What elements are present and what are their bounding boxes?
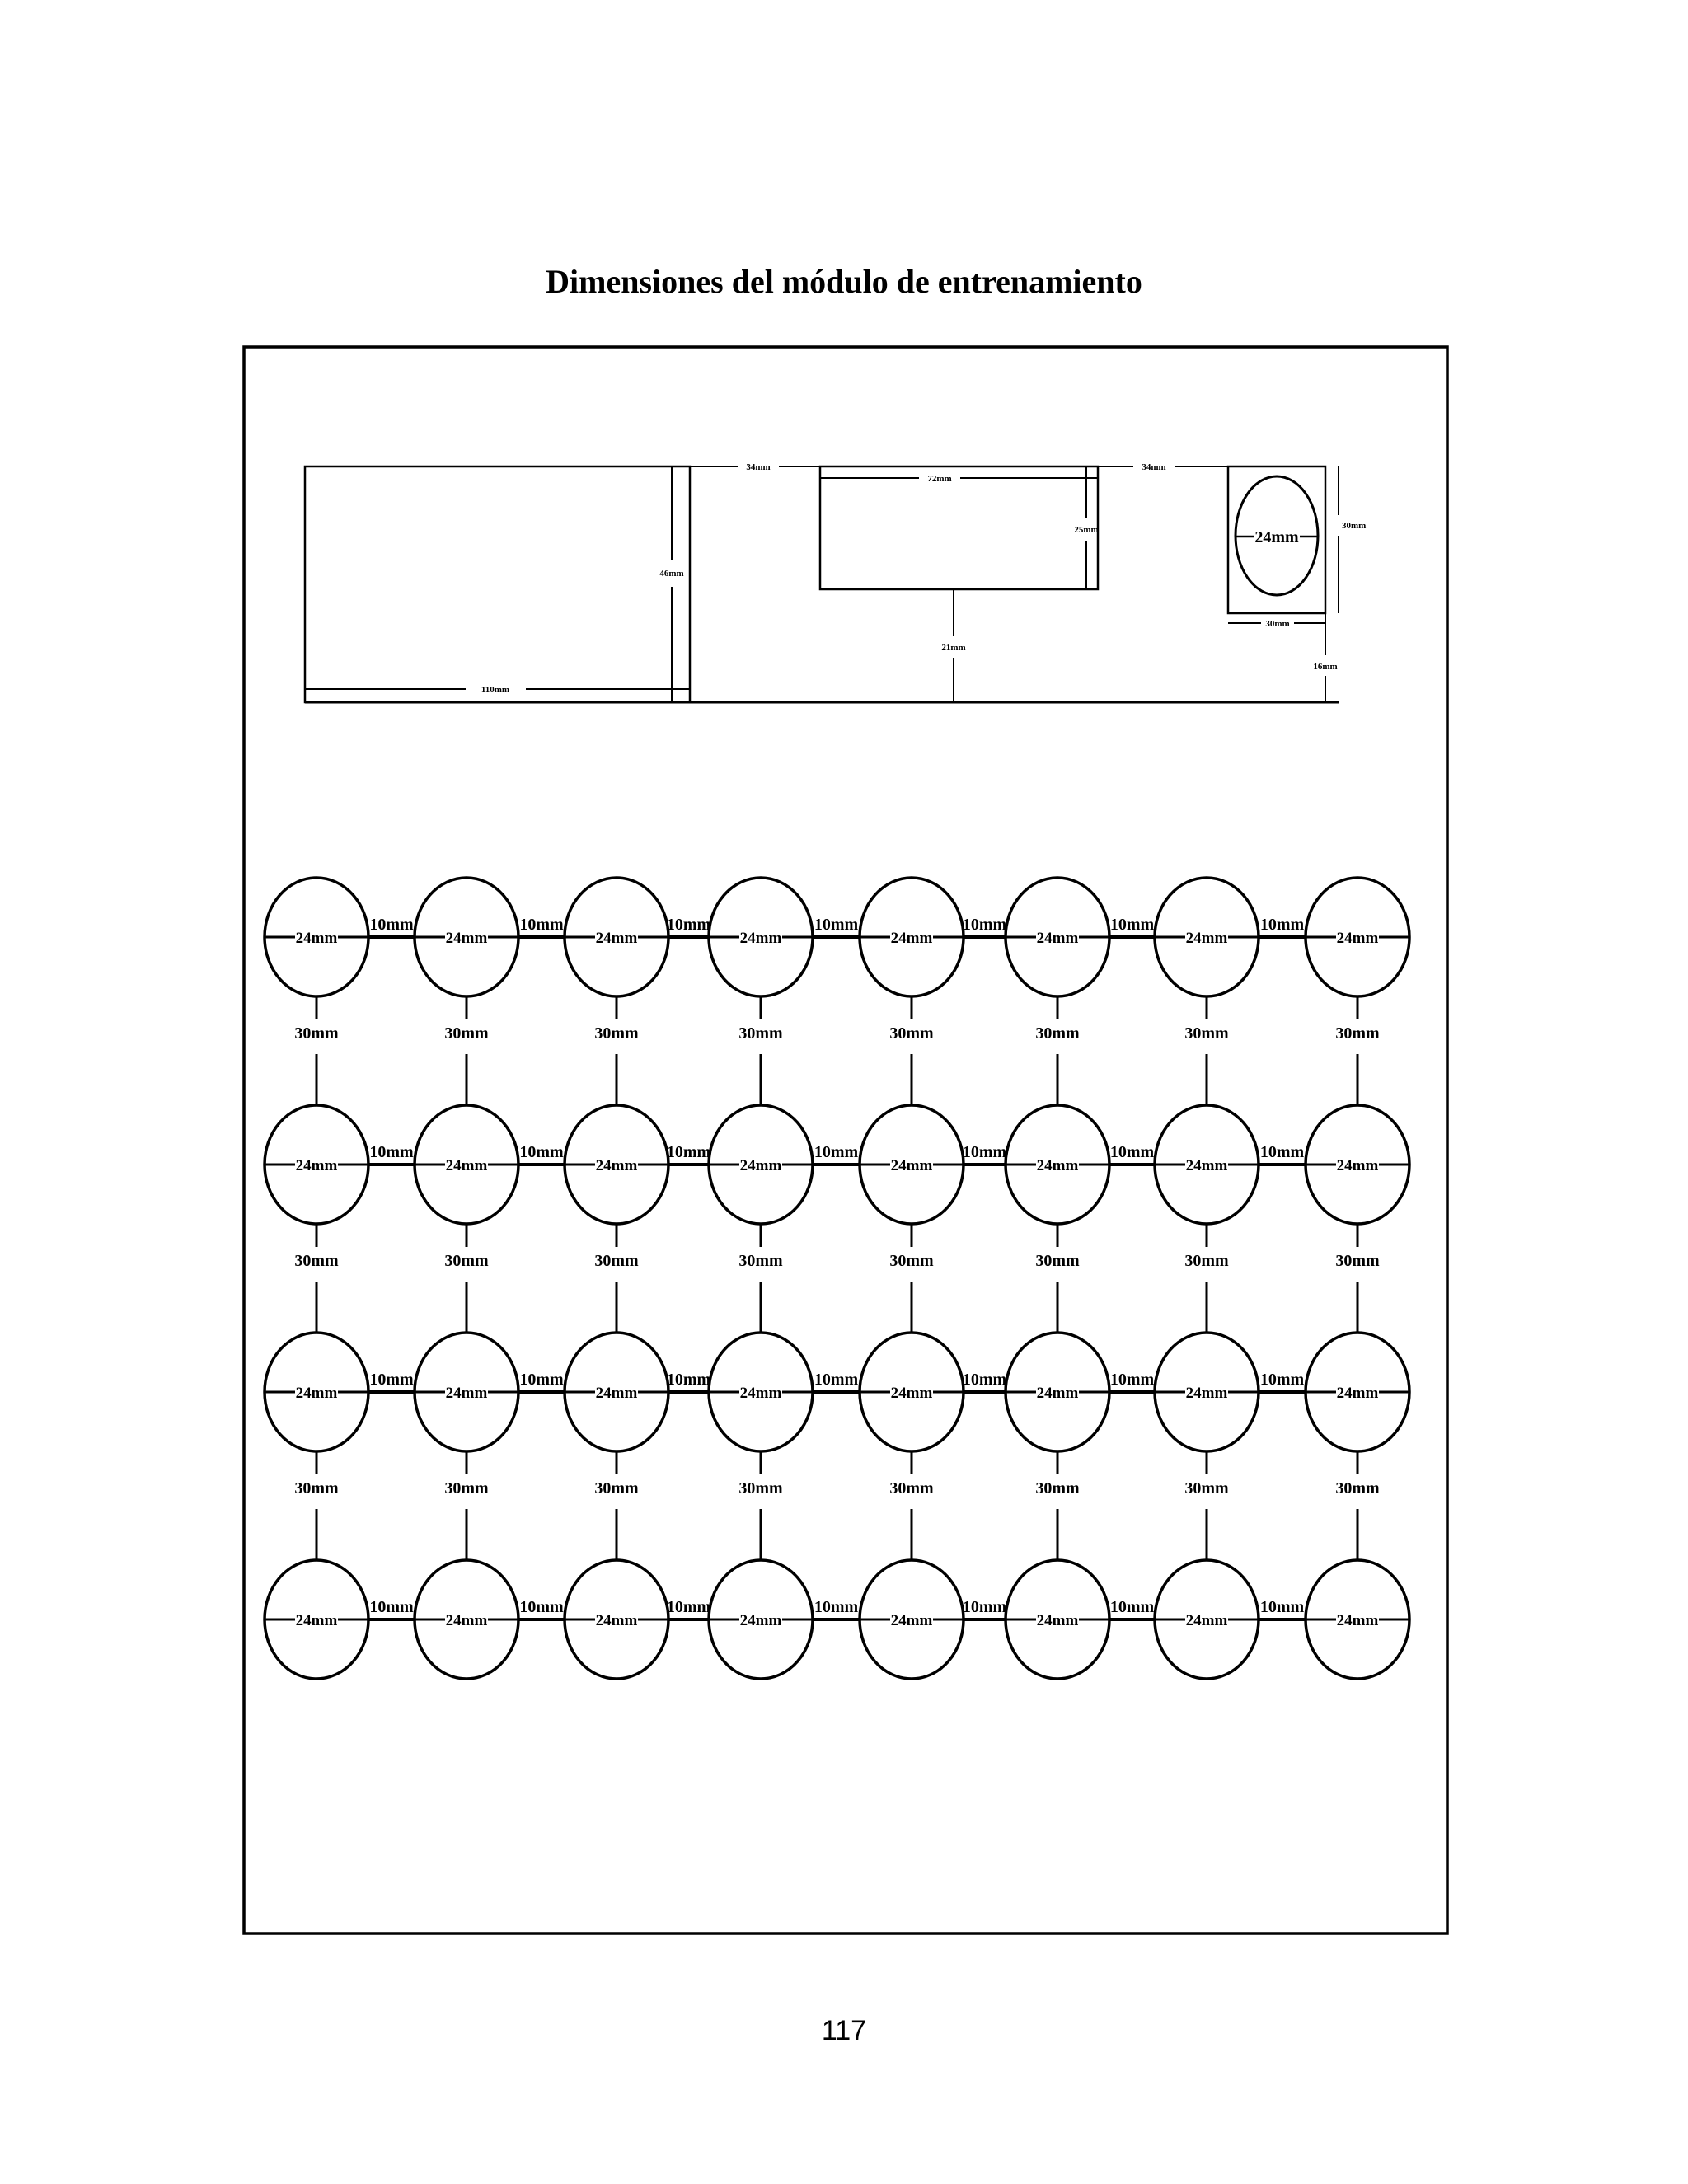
hole-diameter-label: 24mm [295, 1385, 338, 1402]
vertical-gap-label: 30mm [1335, 1479, 1380, 1497]
hole-diameter-label: 24mm [1036, 1157, 1079, 1174]
horizontal-gap-label: 10mm [519, 1371, 564, 1389]
hole-diameter-label: 24mm [595, 1385, 638, 1402]
horizontal-gap-label: 10mm [369, 1143, 414, 1161]
hole-diameter-label: 24mm [445, 930, 488, 947]
horizontal-gap-label: 10mm [369, 916, 414, 934]
vertical-gap-label: 30mm [444, 1024, 489, 1043]
hole-diameter-label: 24mm [295, 1157, 338, 1174]
square-width-label: 30mm [1265, 619, 1290, 629]
vertical-gap-label: 30mm [444, 1479, 489, 1497]
indicator-circle-label: 24mm [1254, 528, 1299, 546]
hole-diameter-label: 24mm [1185, 1385, 1228, 1402]
vertical-gap-label: 30mm [1184, 1252, 1229, 1270]
vertical-gap-label: 30mm [889, 1252, 934, 1270]
hole-diameter-label: 24mm [445, 1612, 488, 1629]
width-dimension-label: 110mm [481, 685, 510, 695]
vertical-gap-label: 30mm [1035, 1479, 1080, 1497]
horizontal-gap-label: 10mm [1109, 1143, 1155, 1161]
horizontal-gap-label: 10mm [666, 916, 711, 934]
hole-diameter-label: 24mm [1336, 1612, 1379, 1629]
horizontal-gap-label: 10mm [1259, 1371, 1305, 1389]
rect-offset-label: 21mm [941, 643, 966, 653]
top-view [305, 462, 1366, 702]
horizontal-gap-label: 10mm [814, 916, 859, 934]
vertical-gap-label: 30mm [294, 1252, 339, 1270]
vertical-gap-label: 30mm [294, 1024, 339, 1043]
vertical-gap-label: 30mm [889, 1024, 934, 1043]
hole-diameter-label: 24mm [739, 1385, 782, 1402]
hole-grid [265, 878, 1409, 1679]
rect-width-label: 72mm [927, 474, 952, 484]
square-height-label: 30mm [1342, 521, 1367, 531]
vertical-gap-label: 30mm [1335, 1024, 1380, 1043]
square-offset-label: 16mm [1313, 662, 1338, 672]
height-dimension-label: 46mm [659, 569, 684, 579]
hole-diameter-label: 24mm [1185, 1612, 1228, 1629]
drawing-frame [244, 347, 1447, 1933]
hole-diameter-label: 24mm [595, 930, 638, 947]
hole-diameter-label: 24mm [295, 1612, 338, 1629]
hole-diameter-label: 24mm [1185, 930, 1228, 947]
page-title: Dimensiones del módulo de entrenamiento [546, 263, 1142, 300]
hole-diameter-label: 24mm [295, 930, 338, 947]
hole-diameter-label: 24mm [445, 1385, 488, 1402]
page-number: 117 [821, 2015, 867, 2046]
horizontal-gap-label: 10mm [666, 1143, 711, 1161]
horizontal-gap-label: 10mm [962, 1598, 1007, 1616]
hole-diameter-label: 24mm [890, 1612, 933, 1629]
vertical-gap-label: 30mm [889, 1479, 934, 1497]
vertical-gap-label: 30mm [294, 1479, 339, 1497]
horizontal-gap-label: 10mm [519, 1143, 564, 1161]
display-rectangle [820, 466, 1098, 589]
hole-diameter-label: 24mm [890, 930, 933, 947]
vertical-gap-label: 30mm [738, 1479, 783, 1497]
gap-left-label: 34mm [746, 462, 771, 472]
horizontal-gap-label: 10mm [814, 1143, 859, 1161]
hole-diameter-label: 24mm [445, 1157, 488, 1174]
hole-diameter-label: 24mm [1036, 1612, 1079, 1629]
horizontal-gap-label: 10mm [369, 1371, 414, 1389]
horizontal-gap-label: 10mm [1259, 1143, 1305, 1161]
hole-diameter-label: 24mm [1036, 930, 1079, 947]
vertical-gap-label: 30mm [1184, 1024, 1229, 1043]
hole-diameter-label: 24mm [1036, 1385, 1079, 1402]
horizontal-gap-label: 10mm [962, 1143, 1007, 1161]
vertical-gap-label: 30mm [1184, 1479, 1229, 1497]
vertical-gap-label: 30mm [444, 1252, 489, 1270]
hole-diameter-label: 24mm [595, 1612, 638, 1629]
horizontal-gap-label: 10mm [666, 1598, 711, 1616]
vertical-gap-label: 30mm [1035, 1024, 1080, 1043]
horizontal-gap-label: 10mm [1109, 1371, 1155, 1389]
horizontal-gap-label: 10mm [1109, 916, 1155, 934]
vertical-gap-label: 30mm [1035, 1252, 1080, 1270]
hole-diameter-label: 24mm [739, 1612, 782, 1629]
hole-diameter-label: 24mm [890, 1157, 933, 1174]
vertical-gap-label: 30mm [594, 1479, 639, 1497]
vertical-gap-label: 30mm [1335, 1252, 1380, 1270]
horizontal-gap-label: 10mm [1259, 1598, 1305, 1616]
hole-diameter-label: 24mm [1185, 1157, 1228, 1174]
horizontal-gap-label: 10mm [962, 916, 1007, 934]
vertical-gap-label: 30mm [738, 1252, 783, 1270]
hole-diameter-label: 24mm [739, 930, 782, 947]
hole-diameter-label: 24mm [739, 1157, 782, 1174]
panel-rectangle [305, 466, 690, 702]
hole-diameter-label: 24mm [1336, 1157, 1379, 1174]
horizontal-gap-label: 10mm [962, 1371, 1007, 1389]
vertical-gap-label: 30mm [594, 1252, 639, 1270]
hole-diameter-label: 24mm [595, 1157, 638, 1174]
hole-diameter-label: 24mm [890, 1385, 933, 1402]
horizontal-gap-label: 10mm [1109, 1598, 1155, 1616]
vertical-gap-label: 30mm [738, 1024, 783, 1043]
horizontal-gap-label: 10mm [814, 1598, 859, 1616]
hole-diameter-label: 24mm [1336, 1385, 1379, 1402]
horizontal-gap-label: 10mm [666, 1371, 711, 1389]
hole-diameter-label: 24mm [1336, 930, 1379, 947]
horizontal-gap-label: 10mm [519, 1598, 564, 1616]
horizontal-gap-label: 10mm [369, 1598, 414, 1616]
horizontal-gap-label: 10mm [519, 916, 564, 934]
vertical-gap-label: 30mm [594, 1024, 639, 1043]
horizontal-gap-label: 10mm [1259, 916, 1305, 934]
horizontal-gap-label: 10mm [814, 1371, 859, 1389]
gap-right-label: 34mm [1142, 462, 1166, 472]
rect-height-label: 25mm [1074, 525, 1099, 535]
